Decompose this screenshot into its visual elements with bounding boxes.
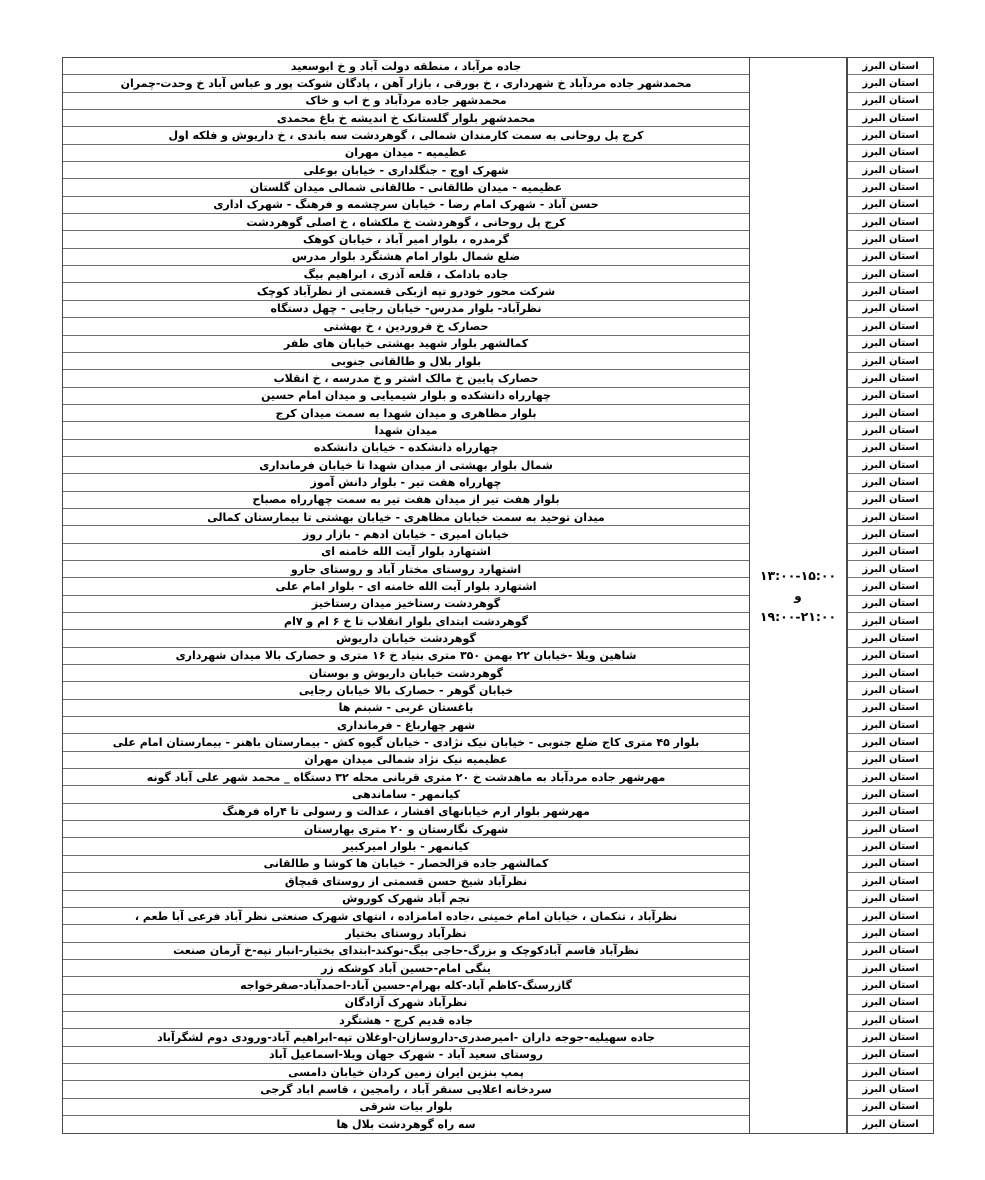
province-cell[interactable]: استان البرز: [848, 93, 933, 110]
address-cell[interactable]: نظرآباد شیخ حسن قسمتی از روستای قبچاق: [63, 873, 749, 890]
address-cell[interactable]: گازرسنگ-کاظم آباد-کله بهرام-حسین آباد-احمدآباد-صفرخواجه: [63, 977, 749, 994]
address-cell[interactable]: بلوار بلال و طالقانی جنوبی: [63, 353, 749, 370]
province-cell[interactable]: استان البرز: [848, 1029, 933, 1046]
province-cell[interactable]: استان البرز: [848, 665, 933, 682]
province-cell[interactable]: استان البرز: [848, 162, 933, 179]
address-cell[interactable]: اشتهارد بلوار آیت الله خامنه ای: [63, 544, 749, 561]
address-cell[interactable]: کمالشهر جاده قزالحصار - خیابان ها کوشا و طالقانی: [63, 856, 749, 873]
address-cell[interactable]: میدان توحید به سمت خیابان مظاهری - خیابان بهشتی تا بیمارستان کمالی: [63, 509, 749, 526]
address-column: [62, 57, 750, 1134]
province-cell[interactable]: استان البرز: [848, 440, 933, 457]
address-cell[interactable]: عظیمیه - میدان طالقانی - طالقانی شمالی میدان گلستان: [63, 179, 749, 196]
address-cell[interactable]: جاده قدیم کرج - هشتگرد: [63, 1012, 749, 1029]
time-range-2: ۱۹:۰۰-۲۱:۰۰: [759, 608, 837, 624]
province-cell[interactable]: استان البرز: [848, 110, 933, 127]
province-cell[interactable]: استان البرز: [848, 769, 933, 786]
province-cell[interactable]: استان البرز: [848, 526, 933, 543]
province-cell[interactable]: استان البرز: [848, 1081, 933, 1098]
province-cell[interactable]: استان البرز: [848, 838, 933, 855]
address-cell[interactable]: جاده بادامک ، قلعه آذری ، ابراهیم بیگ: [63, 266, 749, 283]
address-cell[interactable]: شرکت محور خودرو تپه ازبکی قسمتی از نظرآباد کوچک: [63, 283, 749, 300]
address-cell[interactable]: ینگی امام-حسین آباد کوشکه زر: [63, 960, 749, 977]
province-cell[interactable]: استان البرز: [848, 682, 933, 699]
address-cell[interactable]: جاده سهیلیه-جوجه داران -امیرصدری-داروسازان-اوغلان تپه-ابراهیم آباد-ورودی دوم لشگرآباد: [63, 1029, 749, 1046]
province-cell[interactable]: استان البرز: [848, 943, 933, 960]
province-cell[interactable]: استان البرز: [848, 58, 933, 75]
address-cell[interactable]: نظرآباد شهرک آزادگان: [63, 995, 749, 1012]
province-cell[interactable]: استان البرز: [848, 891, 933, 908]
time-range-1: ۱۳:۰۰-۱۵:۰۰: [759, 567, 837, 583]
province-cell[interactable]: استان البرز: [848, 995, 933, 1012]
province-cell[interactable]: استان البرز: [848, 127, 933, 144]
province-cell[interactable]: استان البرز: [848, 474, 933, 491]
address-cell[interactable]: حسن آباد - شهرک امام رضا - خیابان سرچشمه و فرهنگ - شهرک اداری: [63, 197, 749, 214]
address-cell[interactable]: خیابان امیری - خیابان ادهم - بازار روز: [63, 526, 749, 543]
address-cell[interactable]: عظیمیه - میدان مهران: [63, 145, 749, 162]
address-cell[interactable]: پمپ بنزین ایران زمین کردان خیابان دامسی: [63, 1064, 749, 1081]
address-cell[interactable]: سردخانه اعلایی سنقر آباد ، رامجین ، قاسم اباد گرجی: [63, 1081, 749, 1098]
address-cell[interactable]: شهر چهارباغ - فرمانداری: [63, 717, 749, 734]
address-cell[interactable]: محمدشهر بلوار گلستانک خ اندیشه خ باغ محمدی: [63, 110, 749, 127]
outage-schedule-table: [62, 57, 934, 1134]
province-cell[interactable]: استان البرز: [848, 752, 933, 769]
province-cell[interactable]: استان البرز: [848, 856, 933, 873]
province-cell[interactable]: استان البرز: [848, 544, 933, 561]
address-cell[interactable]: کمالشهر بلوار شهید بهشتی خیابان های ظفر: [63, 336, 749, 353]
province-cell[interactable]: استان البرز: [848, 353, 933, 370]
address-cell[interactable]: سه راه گوهردشت بلال ها: [336, 1118, 476, 1132]
province-cell[interactable]: استان البرز: [848, 388, 933, 405]
province-cell[interactable]: استان البرز: [848, 613, 933, 630]
address-cell[interactable]: شمال بلوار بهشتی از میدان شهدا تا خیابان فرمانداری: [63, 457, 749, 474]
address-cell[interactable]: حصارک خ فروردین ، خ بهشتی: [63, 318, 749, 335]
address-cell[interactable]: نظرآباد روستای بختیار: [63, 925, 749, 942]
address-cell[interactable]: گرمدره ، بلوار امیر آباد ، خیابان کوهک: [63, 231, 749, 248]
address-cell[interactable]: بلوار بیات شرقی: [63, 1099, 749, 1116]
address-cell[interactable]: نظرآباد ، تنکمان ، خیابان امام خمینی ،جاده امامزاده ، انتهای شهرک صنعتی نظر آباد فرعی آبا طعم ،: [63, 908, 749, 925]
address-cell[interactable]: مهرشهر جاده مردآباد به ماهدشت خ ۲۰ متری قربانی محله ۳۲ دستگاه _ محمد شهر علی آباد گونه: [63, 769, 749, 786]
province-cell[interactable]: استان البرز: [848, 648, 933, 665]
address-cell[interactable]: روستای سعید آباد - شهرک جهان ویلا-اسماعیل آباد: [63, 1047, 749, 1064]
address-cell[interactable]: نجم آباد شهرک کوروش: [63, 891, 749, 908]
province-cell[interactable]: استان البرز: [848, 370, 933, 387]
province-column: [847, 57, 934, 1134]
address-cell[interactable]: چهارراه دانشکده و بلوار شیمیایی و میدان امام حسین: [63, 388, 749, 405]
address-cell[interactable]: چهارراه دانشکده - خیابان دانشکده: [63, 440, 749, 457]
address-cell[interactable]: بلوار مظاهری و میدان شهدا به سمت میدان کرج: [63, 405, 749, 422]
address-cell[interactable]: جاده مرآباد ، منطقه دولت آباد و خ ابوسعید: [63, 58, 749, 75]
province-cell[interactable]: استان البرز: [848, 960, 933, 977]
address-cell[interactable]: کیانمهر - بلوار امیرکبیر: [63, 838, 749, 855]
province-cell[interactable]: استان البرز: [848, 179, 933, 196]
address-cell[interactable]: نظرآباد قاسم آبادکوچک و بزرگ-حاجی بیگ-نوکند-ابتدای بختیار-انبار تپه-خ آرمان صنعت: [63, 943, 749, 960]
province-cell[interactable]: استان البرز: [848, 1099, 933, 1116]
province-cell[interactable]: استان البرز: [848, 1064, 933, 1081]
province-cell[interactable]: استان البرز: [848, 266, 933, 283]
address-cell[interactable]: عظیمیه نیک نژاد شمالی میدان مهران: [63, 752, 749, 769]
address-cell[interactable]: محمدشهر جاده مردآباد خ شهرداری ، خ بورقی ، بازار آهن ، پادگان شوکت پور و عباس آباد خ وحدت-چمران: [63, 75, 749, 92]
province-cell[interactable]: استان البرز: [848, 578, 933, 595]
province-cell[interactable]: استان البرز: [848, 492, 933, 509]
time-conjunction: و: [794, 588, 802, 603]
province-cell[interactable]: استان البرز: [848, 509, 933, 526]
address-cell[interactable]: باغستان غربی - شبنم ها: [63, 700, 749, 717]
address-cell[interactable]: گوهردشت خیابان داریوش: [63, 630, 749, 647]
address-cell[interactable]: نظرآباد- بلوار مدرس- خیابان رجایی - چهل دستگاه: [63, 301, 749, 318]
province-cell[interactable]: استان البرز: [848, 1047, 933, 1064]
address-cell[interactable]: اشتهارد روستای مختار آباد و روستای جارو: [63, 561, 749, 578]
province-cell[interactable]: استان البرز: [848, 925, 933, 942]
address-cell[interactable]: کیانمهر - ساماندهی: [63, 786, 749, 803]
address-cell[interactable]: گوهردشت ابتدای بلوار انقلاب تا خ ۶ ام و ۷ام: [63, 613, 749, 630]
province-cell[interactable]: استان البرز: [848, 717, 933, 734]
province-cell[interactable]: استان البرز: [848, 405, 933, 422]
province-cell[interactable]: استان البرز: [848, 197, 933, 214]
address-cell[interactable]: کرج پل روحانی به سمت کارمندان شمالی ، گوهردشت سه باندی ، خ داریوش و فلکه اول: [63, 127, 749, 144]
province-cell[interactable]: استان البرز: [848, 734, 933, 751]
province-cell[interactable]: استان البرز: [848, 457, 933, 474]
address-cell[interactable]: کرج پل روحانی ، گوهردشت خ ملکشاه ، خ اصلی گوهردشت: [63, 214, 749, 231]
address-cell[interactable]: گوهردشت رستاخیز میدان رستاخیز: [63, 596, 749, 613]
address-cell[interactable]: شاهین ویلا -خیابان ۲۲ بهمن ۳۵۰ متری بنیاد خ ۱۶ متری و حصارک بالا میدان شهرداری: [63, 648, 749, 665]
address-cell[interactable]: گوهردشت خیابان داریوش و بوستان: [63, 665, 749, 682]
province-cell[interactable]: استان البرز: [848, 231, 933, 248]
address-cell[interactable]: شهرک اوج - جنگلداری - خیابان بوعلی: [63, 162, 749, 179]
address-cell[interactable]: بلوار ۴۵ متری کاج ضلع جنوبی - خیابان نیک نژادی - خیابان گیوه کش - بیمارستان باهنر - بیمارستان امام علی: [63, 734, 749, 751]
province-cell[interactable]: استان البرز: [848, 596, 933, 613]
province-cell[interactable]: استان البرز: [848, 283, 933, 300]
address-cell[interactable]: اشتهارد بلوار آیت الله خامنه ای - بلوار امام علی: [63, 578, 749, 595]
province-cell[interactable]: استان البرز: [848, 977, 933, 994]
address-cell[interactable]: شهرک نگارستان و ۲۰ متری بهارستان: [63, 821, 749, 838]
province-cell[interactable]: استان البرز: [848, 908, 933, 925]
province-cell[interactable]: استان البرز: [848, 318, 933, 335]
province-cell[interactable]: استان البرز: [848, 336, 933, 353]
address-cell[interactable]: محمدشهر جاده مردآباد و خ اب و خاک: [63, 93, 749, 110]
address-cell[interactable]: بلوار هفت تیر از میدان هفت تیر به سمت چهارراه مصباح: [63, 492, 749, 509]
province-cell[interactable]: استان البرز: [848, 249, 933, 266]
province-cell[interactable]: استان البرز: [848, 422, 933, 439]
province-cell[interactable]: استان البرز: [848, 804, 933, 821]
time-window-cell[interactable]: [750, 57, 847, 1134]
address-cell[interactable]: چهارراه هفت تیر - بلوار دانش آموز: [63, 474, 749, 491]
address-cell[interactable]: میدان شهدا: [63, 422, 749, 439]
province-cell[interactable]: استان البرز: [848, 700, 933, 717]
province-cell[interactable]: استان البرز: [862, 1119, 919, 1131]
province-cell[interactable]: استان البرز: [848, 75, 933, 92]
province-cell[interactable]: استان البرز: [848, 786, 933, 803]
province-cell[interactable]: استان البرز: [848, 630, 933, 647]
address-cell[interactable]: خیابان گوهر - حصارک بالا خیابان رجایی: [63, 682, 749, 699]
province-cell[interactable]: استان البرز: [848, 301, 933, 318]
province-cell[interactable]: استان البرز: [848, 214, 933, 231]
province-cell[interactable]: استان البرز: [848, 145, 933, 162]
province-cell[interactable]: استان البرز: [848, 1012, 933, 1029]
province-cell[interactable]: استان البرز: [848, 561, 933, 578]
province-cell[interactable]: استان البرز: [848, 821, 933, 838]
address-cell[interactable]: حصارک پایین خ مالک اشتر و خ مدرسه ، خ انقلاب: [63, 370, 749, 387]
address-cell[interactable]: ضلع شمال بلوار امام هشتگرد بلوار مدرس: [63, 249, 749, 266]
address-cell[interactable]: مهرشهر بلوار ارم خیابانهای افشار ، عدالت و رسولی تا ۴راه فرهنگ: [63, 804, 749, 821]
province-cell[interactable]: استان البرز: [848, 873, 933, 890]
